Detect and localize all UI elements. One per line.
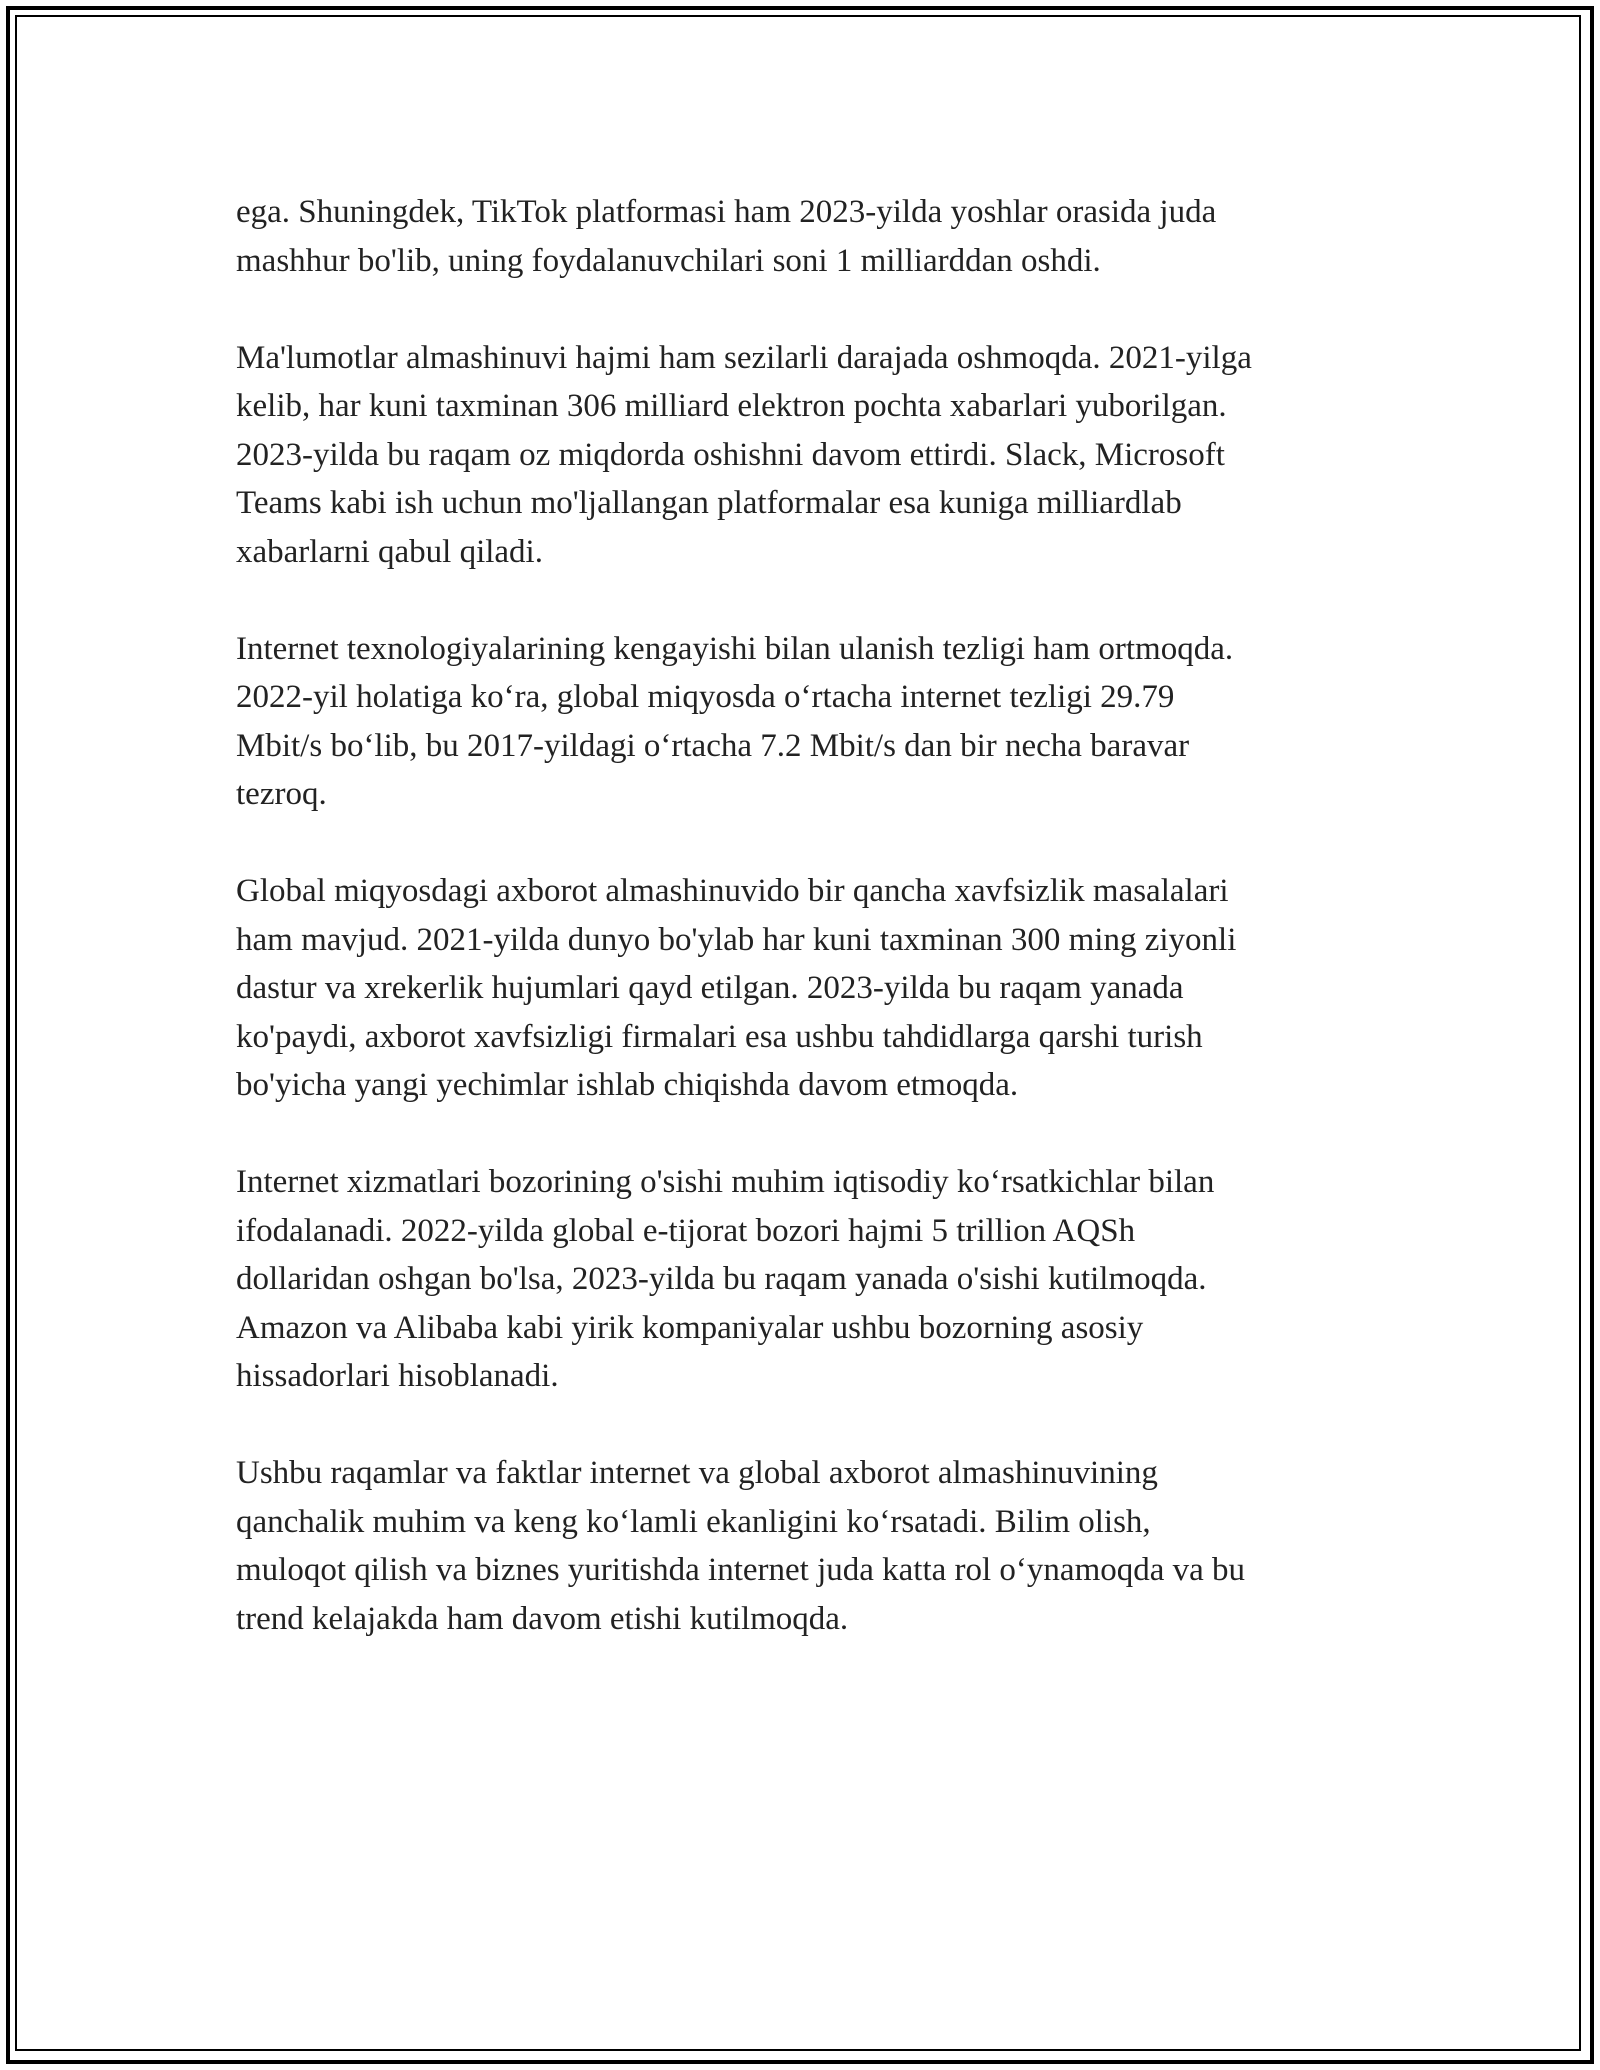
paragraph-6: Ushbu raqamlar va faktlar internet va global axborot almashinuvining qanchalik muhim va keng koʻlamli ekanligini koʻrsatadi. Bilim olish, muloqot qilish va biznes yuritishda internet juda katta rol oʻynamoqda va bu trend kelajakda ham davom etishi kutilmoqda. [236, 1455, 1246, 1637]
paragraph-1: ega. Shuningdek, TikTok platformasi ham 2023-yilda yoshlar orasida juda mashhur bo'lib, uning foydalanuvchilari soni 1 milliarddan oshdi. [236, 194, 1217, 279]
paragraph-4: Global miqyosdagi axborot almashinuvido bir qancha xavfsizlik masalalari ham mavjud. 2021-yilda dunyo bo'ylab har kuni taxminan 300 ming ziyonli dastur va xrekerlik hujumlari qayd etilgan. 2023-yilda bu raqam yanada ko'paydi, axborot xavfsizligi firmalari esa ushbu tahdidlarga qarshi turish bo'yicha yangi yechimlar ishlab chiqishda davom etmoqda. [236, 873, 1237, 1103]
paragraph-3: Internet texnologiyalarining kengayishi bilan ulanish tezligi ham ortmoqda. 2022-yil holatiga koʻra, global miqyosda oʻrtacha internet tezligi 29.79 Mbit/s boʻlib, bu 2017-yildagi oʻrtacha 7.2 Mbit/s dan bir necha baravar tezroq. [236, 630, 1234, 812]
paragraph-5: Internet xizmatlari bozorining o'sishi muhim iqtisodiy koʻrsatkichlar bilan ifodalanadi. 2022-yilda global e-tijorat bozori hajmi 5 trillion AQSh dollaridan oshgan bo'lsa, 2023-yilda bu raqam yanada o'sishi kutilmoqda. Amazon va Alibaba kabi yirik kompaniyalar ushbu bozorning asosiy hissadorlari hisoblanadi. [236, 1164, 1215, 1394]
paragraph-2: Ma'lumotlar almashinuvi hajmi ham sezilarli darajada oshmoqda. 2021-yilga kelib, har kuni taxminan 306 milliard elektron pochta xabarlari yuborilgan. 2023-yilda bu raqam oz miqdorda oshishni davom ettirdi. Slack, Microsoft Teams kabi ish uchun mo'ljallangan platformalar esa kuniga milliardlab xabarlarni qabul qiladi. [236, 339, 1252, 570]
document-body [236, 188, 1376, 1692]
